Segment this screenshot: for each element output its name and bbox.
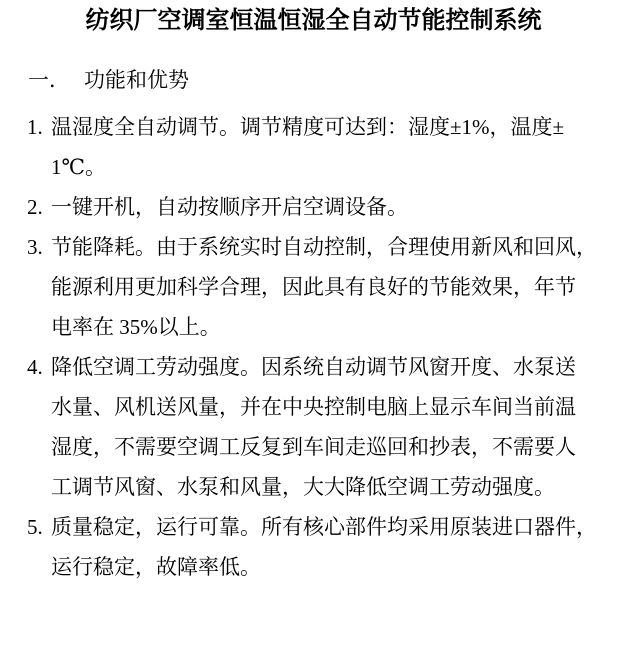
item-line: 一键开机，自动按顺序开启空调设备。	[51, 195, 408, 219]
document-title: 纺织厂空调室恒温恒湿全自动节能控制系统	[85, 8, 542, 34]
item-line: 工调节风窗、水泵和风量，大大降低空调工劳动强度。	[51, 475, 555, 499]
section-title: 功能和优势	[84, 68, 189, 92]
item-line: 运行稳定，故障率低。	[51, 555, 261, 579]
item-line: 能源利用更加科学合理，因此具有良好的节能效果，年节	[51, 275, 576, 299]
item-line: 电率在 35%以上。	[51, 315, 221, 339]
list-item-2	[27, 187, 600, 227]
item-line: 湿度，不需要空调工反复到车间走巡回和抄表，不需要人	[51, 435, 576, 459]
item-line: 水量、风机送风量，并在中央控制电脑上显示车间当前温	[51, 395, 576, 419]
list-item-3	[27, 227, 600, 347]
item-line: 降低空调工劳动强度。因系统自动调节风窗开度、水泵送	[51, 355, 576, 379]
section-number: 一．	[28, 68, 70, 92]
item-number: 1.	[27, 115, 43, 139]
item-number: 4.	[27, 355, 43, 379]
item-number: 3.	[27, 235, 43, 259]
list-item-5	[27, 507, 600, 587]
item-line: 温湿度全自动调节。调节精度可达到：湿度±1%，温度±	[51, 115, 565, 139]
feature-list	[27, 107, 600, 587]
list-item-4	[27, 347, 600, 507]
list-item-1	[27, 107, 600, 187]
item-number: 2.	[27, 195, 43, 219]
item-line: 节能降耗。由于系统实时自动控制，合理使用新风和回风，	[51, 235, 597, 259]
item-line: 1℃。	[51, 155, 106, 179]
item-line: 质量稳定，运行可靠。所有核心部件均采用原装进口器件，	[51, 515, 597, 539]
section-heading	[28, 60, 627, 100]
item-number: 5.	[27, 515, 43, 539]
